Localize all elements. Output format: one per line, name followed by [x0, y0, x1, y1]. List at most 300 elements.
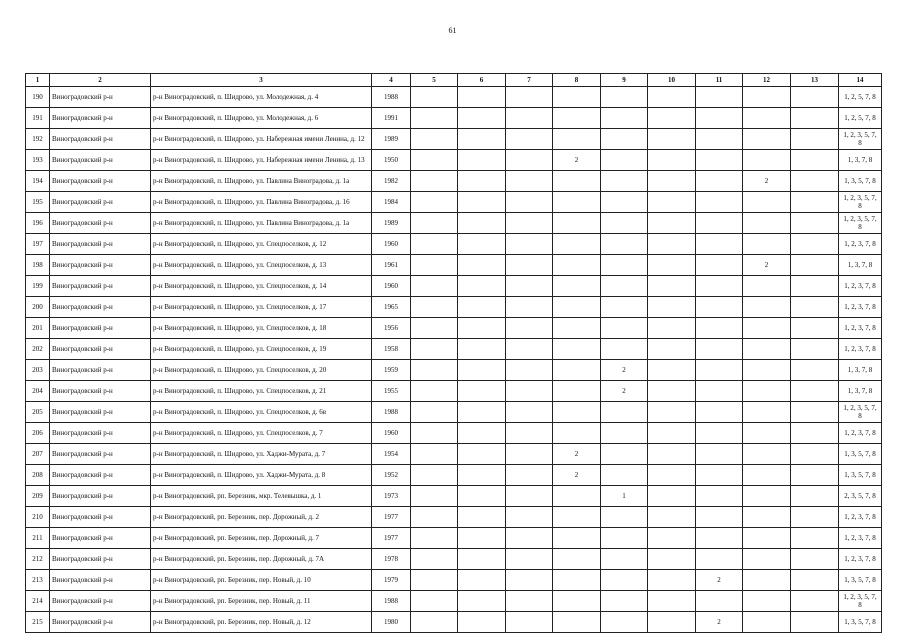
table-cell-col-14: 1, 2, 3, 7, 8 — [839, 549, 882, 570]
table-cell-col-5 — [411, 234, 458, 255]
table-cell-col-3: р-н Виноградовский, п. Шидрово, ул. Павлина Виноградова, д. 1а — [151, 213, 372, 234]
table-cell-col-9 — [601, 87, 648, 108]
table-cell-col-5 — [411, 381, 458, 402]
table-cell-col-2: Виноградовский р-н — [50, 129, 151, 150]
table-cell-col-3: р-н Виноградовский, рп. Березник, пер. Новый, д. 10 — [151, 570, 372, 591]
table-cell-col-13 — [791, 129, 839, 150]
table-cell-col-7 — [506, 171, 553, 192]
table-cell-col-8 — [553, 192, 601, 213]
table-cell-col-12 — [743, 465, 791, 486]
table-cell-col-3: р-н Виноградовский, п. Шидрово, ул. Спецпоселков, д. 21 — [151, 381, 372, 402]
table-row — [26, 276, 882, 297]
table-cell-col-7 — [506, 255, 553, 276]
table-cell-col-12 — [743, 276, 791, 297]
table-cell-col-14: 1, 2, 3, 5, 7, 8 — [839, 402, 882, 423]
table-cell-col-7 — [506, 276, 553, 297]
table-cell-col-11 — [696, 87, 743, 108]
table-row — [26, 318, 882, 339]
table-cell-col-14: 1, 2, 3, 7, 8 — [839, 234, 882, 255]
table-cell-col-1: 206 — [26, 423, 50, 444]
table-cell-col-13 — [791, 570, 839, 591]
table-cell-col-14: 1, 2, 3, 7, 8 — [839, 423, 882, 444]
table-cell-col-12 — [743, 381, 791, 402]
table-cell-col-3: р-н Виноградовский, п. Шидрово, ул. Набережная имени Ленина, д. 13 — [151, 150, 372, 171]
table-cell-col-10 — [648, 507, 696, 528]
table-cell-col-6 — [458, 171, 506, 192]
table-cell-col-9 — [601, 171, 648, 192]
table-cell-col-2: Виноградовский р-н — [50, 234, 151, 255]
table-cell-col-11 — [696, 213, 743, 234]
table-cell-col-12 — [743, 234, 791, 255]
table-cell-col-10 — [648, 549, 696, 570]
table-cell-col-11 — [696, 486, 743, 507]
table-cell-col-5 — [411, 171, 458, 192]
table-cell-col-10 — [648, 381, 696, 402]
table-cell-col-14: 1, 3, 5, 7, 8 — [839, 612, 882, 633]
table-cell-col-14: 1, 2, 3, 7, 8 — [839, 318, 882, 339]
table-cell-col-8 — [553, 612, 601, 633]
table-cell-col-14: 2, 3, 5, 7, 8 — [839, 486, 882, 507]
table-cell-col-12 — [743, 570, 791, 591]
table-cell-col-14: 1, 2, 3, 7, 8 — [839, 507, 882, 528]
table-row — [26, 591, 882, 612]
table-cell-col-13 — [791, 171, 839, 192]
table-cell-col-5 — [411, 255, 458, 276]
table-cell-col-4: 1978 — [372, 549, 411, 570]
table-cell-col-9 — [601, 591, 648, 612]
table-cell-col-11 — [696, 444, 743, 465]
table-cell-col-7 — [506, 339, 553, 360]
table-cell-col-6 — [458, 150, 506, 171]
table-cell-col-10 — [648, 297, 696, 318]
table-cell-col-4: 1965 — [372, 297, 411, 318]
table-cell-col-13 — [791, 234, 839, 255]
table-cell-col-11 — [696, 402, 743, 423]
table-cell-col-6 — [458, 591, 506, 612]
table-row — [26, 150, 882, 171]
table-cell-col-9 — [601, 612, 648, 633]
table-cell-col-1: 215 — [26, 612, 50, 633]
table-cell-col-12 — [743, 423, 791, 444]
table-cell-col-12 — [743, 108, 791, 129]
table-cell-col-13 — [791, 87, 839, 108]
table-cell-col-3: р-н Виноградовский, п. Шидрово, ул. Спецпоселков, д. 20 — [151, 360, 372, 381]
table-cell-col-10 — [648, 486, 696, 507]
table-cell-col-8 — [553, 591, 601, 612]
table-cell-col-5 — [411, 297, 458, 318]
table-cell-col-3: р-н Виноградовский, п. Шидрово, ул. Набережная имени Ленина, д. 12 — [151, 129, 372, 150]
table-cell-col-14: 1, 2, 3, 7, 8 — [839, 339, 882, 360]
table-cell-col-14: 1, 2, 5, 7, 8 — [839, 87, 882, 108]
table-cell-col-13 — [791, 318, 839, 339]
table-cell-col-7 — [506, 150, 553, 171]
table-cell-col-5 — [411, 591, 458, 612]
table-cell-col-12 — [743, 339, 791, 360]
column-header-14: 14 — [839, 74, 882, 87]
column-header-10: 10 — [648, 74, 696, 87]
table-cell-col-3: р-н Виноградовский, п. Шидрово, ул. Спецпоселков, д. 12 — [151, 234, 372, 255]
table-cell-col-14: 1, 3, 5, 7, 8 — [839, 444, 882, 465]
table-row — [26, 171, 882, 192]
table-cell-col-10 — [648, 444, 696, 465]
table-cell-col-4: 1959 — [372, 360, 411, 381]
table-cell-col-12 — [743, 297, 791, 318]
table-cell-col-13 — [791, 402, 839, 423]
table-cell-col-12 — [743, 486, 791, 507]
table-cell-col-11 — [696, 150, 743, 171]
table-cell-col-12 — [743, 87, 791, 108]
table-cell-col-13 — [791, 381, 839, 402]
table-cell-col-4: 1961 — [372, 255, 411, 276]
table-cell-col-8 — [553, 549, 601, 570]
table-row — [26, 549, 882, 570]
table-cell-col-14: 1, 2, 3, 7, 8 — [839, 276, 882, 297]
column-header-13: 13 — [791, 74, 839, 87]
table-cell-col-7 — [506, 486, 553, 507]
table-cell-col-5 — [411, 192, 458, 213]
table-cell-col-3: р-н Виноградовский, п. Шидрово, ул. Спецпоселков, д. 6в — [151, 402, 372, 423]
table-cell-col-6 — [458, 297, 506, 318]
table-cell-col-10 — [648, 318, 696, 339]
table-cell-col-9 — [601, 507, 648, 528]
table-cell-col-14: 1, 3, 5, 7, 8 — [839, 465, 882, 486]
table-cell-col-13 — [791, 192, 839, 213]
table-cell-col-10 — [648, 150, 696, 171]
table-cell-col-6 — [458, 192, 506, 213]
table-cell-col-1: 208 — [26, 465, 50, 486]
table-cell-col-1: 212 — [26, 549, 50, 570]
table-cell-col-7 — [506, 297, 553, 318]
table-cell-col-7 — [506, 612, 553, 633]
table-cell-col-5 — [411, 87, 458, 108]
table-cell-col-5 — [411, 444, 458, 465]
table-cell-col-7 — [506, 381, 553, 402]
table-cell-col-6 — [458, 276, 506, 297]
table-cell-col-8 — [553, 213, 601, 234]
table-cell-col-13 — [791, 255, 839, 276]
table-cell-col-11 — [696, 318, 743, 339]
table-cell-col-9 — [601, 402, 648, 423]
column-header-6: 6 — [458, 74, 506, 87]
table-row — [26, 255, 882, 276]
table-cell-col-13 — [791, 360, 839, 381]
table-cell-col-9 — [601, 108, 648, 129]
table-cell-col-9 — [601, 213, 648, 234]
table-cell-col-6 — [458, 108, 506, 129]
table-cell-col-2: Виноградовский р-н — [50, 570, 151, 591]
table-cell-col-4: 1956 — [372, 318, 411, 339]
table-cell-col-12 — [743, 591, 791, 612]
table-row — [26, 507, 882, 528]
table-cell-col-13 — [791, 276, 839, 297]
table-cell-col-9 — [601, 297, 648, 318]
table-cell-col-1: 197 — [26, 234, 50, 255]
table-cell-col-2: Виноградовский р-н — [50, 465, 151, 486]
table-row — [26, 612, 882, 633]
table-cell-col-9 — [601, 318, 648, 339]
table-cell-col-5 — [411, 129, 458, 150]
column-header-4: 4 — [372, 74, 411, 87]
table-cell-col-9 — [601, 528, 648, 549]
table-cell-col-11 — [696, 507, 743, 528]
table-cell-col-4: 1955 — [372, 381, 411, 402]
table-cell-col-14: 1, 2, 3, 5, 7, 8 — [839, 129, 882, 150]
table-cell-col-9 — [601, 549, 648, 570]
table-cell-col-3: р-н Виноградовский, п. Шидрово, ул. Молодежная, д. 4 — [151, 87, 372, 108]
table-cell-col-13 — [791, 444, 839, 465]
table-cell-col-12 — [743, 213, 791, 234]
table-cell-col-5 — [411, 402, 458, 423]
table-cell-col-12: 2 — [743, 255, 791, 276]
table-cell-col-1: 192 — [26, 129, 50, 150]
table-row — [26, 486, 882, 507]
table-cell-col-10 — [648, 402, 696, 423]
table-cell-col-3: р-н Виноградовский, рп. Березник, пер. Новый, д. 12 — [151, 612, 372, 633]
table-cell-col-7 — [506, 402, 553, 423]
table-cell-col-1: 191 — [26, 108, 50, 129]
table-cell-col-6 — [458, 486, 506, 507]
table-cell-col-11 — [696, 549, 743, 570]
table-cell-col-10 — [648, 255, 696, 276]
table-cell-col-12 — [743, 318, 791, 339]
table-cell-col-4: 1977 — [372, 528, 411, 549]
table-cell-col-8 — [553, 486, 601, 507]
table-cell-col-5 — [411, 528, 458, 549]
table-cell-col-1: 210 — [26, 507, 50, 528]
table-cell-col-2: Виноградовский р-н — [50, 171, 151, 192]
table-cell-col-7 — [506, 507, 553, 528]
table-cell-col-3: р-н Виноградовский, п. Шидрово, ул. Спецпоселков, д. 17 — [151, 297, 372, 318]
page-number: 61 — [448, 26, 457, 35]
table-cell-col-8 — [553, 108, 601, 129]
table-cell-col-10 — [648, 612, 696, 633]
table-cell-col-11 — [696, 276, 743, 297]
table-cell-col-6 — [458, 549, 506, 570]
table-cell-col-5 — [411, 339, 458, 360]
table-cell-col-10 — [648, 591, 696, 612]
table-cell-col-11 — [696, 339, 743, 360]
table-cell-col-13 — [791, 549, 839, 570]
table-cell-col-4: 1988 — [372, 591, 411, 612]
column-header-9: 9 — [601, 74, 648, 87]
table-header-row — [26, 74, 882, 87]
table-cell-col-5 — [411, 549, 458, 570]
table-cell-col-13 — [791, 213, 839, 234]
table-cell-col-1: 195 — [26, 192, 50, 213]
table-cell-col-10 — [648, 423, 696, 444]
table-cell-col-7 — [506, 213, 553, 234]
table-cell-col-2: Виноградовский р-н — [50, 507, 151, 528]
table-cell-col-1: 204 — [26, 381, 50, 402]
table-row — [26, 108, 882, 129]
table-cell-col-2: Виноградовский р-н — [50, 87, 151, 108]
table-cell-col-4: 1954 — [372, 444, 411, 465]
table-cell-col-2: Виноградовский р-н — [50, 591, 151, 612]
table-cell-col-4: 1991 — [372, 108, 411, 129]
table-cell-col-11 — [696, 423, 743, 444]
table-cell-col-11: 2 — [696, 570, 743, 591]
table-cell-col-14: 1, 3, 7, 8 — [839, 360, 882, 381]
table-cell-col-14: 1, 2, 3, 5, 7, 8 — [839, 192, 882, 213]
table-cell-col-10 — [648, 171, 696, 192]
table-cell-col-11 — [696, 234, 743, 255]
table-cell-col-4: 1952 — [372, 465, 411, 486]
table-cell-col-8 — [553, 528, 601, 549]
table-cell-col-5 — [411, 360, 458, 381]
table-cell-col-3: р-н Виноградовский, п. Шидрово, ул. Спецпоселков, д. 18 — [151, 318, 372, 339]
table-cell-col-5 — [411, 213, 458, 234]
table-cell-col-1: 193 — [26, 150, 50, 171]
table-cell-col-3: р-н Виноградовский, п. Шидрово, ул. Спецпоселков, д. 13 — [151, 255, 372, 276]
table-cell-col-10 — [648, 234, 696, 255]
table-cell-col-8 — [553, 570, 601, 591]
table-cell-col-10 — [648, 528, 696, 549]
table-row — [26, 444, 882, 465]
table-cell-col-11 — [696, 171, 743, 192]
table-cell-col-5 — [411, 276, 458, 297]
table-cell-col-3: р-н Виноградовский, п. Шидрово, ул. Молодежная, д. 6 — [151, 108, 372, 129]
table-cell-col-2: Виноградовский р-н — [50, 318, 151, 339]
table-cell-col-5 — [411, 318, 458, 339]
table-cell-col-6 — [458, 402, 506, 423]
table-cell-col-2: Виноградовский р-н — [50, 423, 151, 444]
table-cell-col-6 — [458, 444, 506, 465]
table-cell-col-14: 1, 3, 7, 8 — [839, 255, 882, 276]
table-cell-col-10 — [648, 108, 696, 129]
table-cell-col-2: Виноградовский р-н — [50, 381, 151, 402]
table-cell-col-14: 1, 3, 5, 7, 8 — [839, 570, 882, 591]
table-cell-col-8 — [553, 255, 601, 276]
table-cell-col-11 — [696, 465, 743, 486]
table-cell-col-1: 198 — [26, 255, 50, 276]
table-cell-col-8 — [553, 297, 601, 318]
table-cell-col-10 — [648, 339, 696, 360]
table-cell-col-9: 1 — [601, 486, 648, 507]
table-cell-col-1: 199 — [26, 276, 50, 297]
table-cell-col-3: р-н Виноградовский, рп. Березник, пер. Дорожный, д. 7 — [151, 528, 372, 549]
table-cell-col-5 — [411, 108, 458, 129]
table-cell-col-2: Виноградовский р-н — [50, 549, 151, 570]
table-row — [26, 570, 882, 591]
table-cell-col-13 — [791, 150, 839, 171]
table-cell-col-11: 2 — [696, 612, 743, 633]
table-cell-col-3: р-н Виноградовский, п. Шидрово, ул. Спецпоселков, д. 19 — [151, 339, 372, 360]
table-cell-col-10 — [648, 570, 696, 591]
table-cell-col-1: 196 — [26, 213, 50, 234]
table-cell-col-11 — [696, 192, 743, 213]
table-cell-col-6 — [458, 234, 506, 255]
table-cell-col-12 — [743, 612, 791, 633]
table-cell-col-4: 1989 — [372, 213, 411, 234]
table-cell-col-6 — [458, 423, 506, 444]
table-cell-col-1: 207 — [26, 444, 50, 465]
table-cell-col-3: р-н Виноградовский, п. Шидрово, ул. Хаджи-Мурата, д. 8 — [151, 465, 372, 486]
table-cell-col-4: 1958 — [372, 339, 411, 360]
table-cell-col-12 — [743, 528, 791, 549]
table-cell-col-12 — [743, 549, 791, 570]
table-cell-col-7 — [506, 465, 553, 486]
table-row — [26, 213, 882, 234]
table-cell-col-9 — [601, 423, 648, 444]
table-cell-col-9 — [601, 255, 648, 276]
table-cell-col-2: Виноградовский р-н — [50, 213, 151, 234]
table-cell-col-4: 1960 — [372, 423, 411, 444]
table-cell-col-8 — [553, 360, 601, 381]
table-cell-col-11 — [696, 108, 743, 129]
table-cell-col-9 — [601, 444, 648, 465]
table-cell-col-8 — [553, 423, 601, 444]
table-cell-col-2: Виноградовский р-н — [50, 528, 151, 549]
table-row — [26, 423, 882, 444]
table-cell-col-13 — [791, 507, 839, 528]
table-cell-col-13 — [791, 423, 839, 444]
table-cell-col-3: р-н Виноградовский, п. Шидрово, ул. Спецпоселков, д. 7 — [151, 423, 372, 444]
table-row — [26, 339, 882, 360]
table-cell-col-8: 2 — [553, 444, 601, 465]
table-cell-col-4: 1989 — [372, 129, 411, 150]
table-cell-col-10 — [648, 213, 696, 234]
table-cell-col-2: Виноградовский р-н — [50, 486, 151, 507]
table-cell-col-8 — [553, 339, 601, 360]
table-cell-col-12 — [743, 129, 791, 150]
table-cell-col-7 — [506, 108, 553, 129]
table-cell-col-8 — [553, 507, 601, 528]
table-cell-col-8 — [553, 402, 601, 423]
registry-table — [25, 73, 882, 633]
table-cell-col-7 — [506, 192, 553, 213]
table-cell-col-12 — [743, 507, 791, 528]
table-body — [26, 87, 882, 633]
table-cell-col-3: р-н Виноградовский, п. Шидрово, ул. Спецпоселков, д. 14 — [151, 276, 372, 297]
table-row — [26, 297, 882, 318]
table-cell-col-14: 1, 2, 3, 7, 8 — [839, 297, 882, 318]
table-cell-col-1: 214 — [26, 591, 50, 612]
table-cell-col-13 — [791, 339, 839, 360]
table-cell-col-11 — [696, 528, 743, 549]
table-cell-col-3: р-н Виноградовский, рп. Березник, пер. Дорожный, д. 2 — [151, 507, 372, 528]
table-cell-col-4: 1977 — [372, 507, 411, 528]
table-cell-col-6 — [458, 612, 506, 633]
table-cell-col-1: 190 — [26, 87, 50, 108]
table-cell-col-2: Виноградовский р-н — [50, 444, 151, 465]
table-cell-col-2: Виноградовский р-н — [50, 612, 151, 633]
table-cell-col-13 — [791, 297, 839, 318]
column-header-2: 2 — [50, 74, 151, 87]
table-cell-col-3: р-н Виноградовский, п. Шидрово, ул. Павлина Виноградова, д. 1а — [151, 171, 372, 192]
table-cell-col-7 — [506, 423, 553, 444]
table-cell-col-1: 200 — [26, 297, 50, 318]
table-cell-col-7 — [506, 528, 553, 549]
table-cell-col-1: 211 — [26, 528, 50, 549]
table-cell-col-10 — [648, 129, 696, 150]
table-row — [26, 129, 882, 150]
table-row — [26, 192, 882, 213]
table-cell-col-11 — [696, 255, 743, 276]
table-cell-col-2: Виноградовский р-н — [50, 297, 151, 318]
table-cell-col-9 — [601, 339, 648, 360]
table-cell-col-9: 2 — [601, 381, 648, 402]
table-cell-col-12 — [743, 402, 791, 423]
table-cell-col-8 — [553, 381, 601, 402]
table-row — [26, 528, 882, 549]
table-row — [26, 234, 882, 255]
table-cell-col-3: р-н Виноградовский, рп. Березник, пер. Новый, д. 11 — [151, 591, 372, 612]
table-cell-col-11 — [696, 381, 743, 402]
table-cell-col-5 — [411, 486, 458, 507]
table-cell-col-9 — [601, 276, 648, 297]
table-cell-col-9 — [601, 234, 648, 255]
table-cell-col-11 — [696, 360, 743, 381]
